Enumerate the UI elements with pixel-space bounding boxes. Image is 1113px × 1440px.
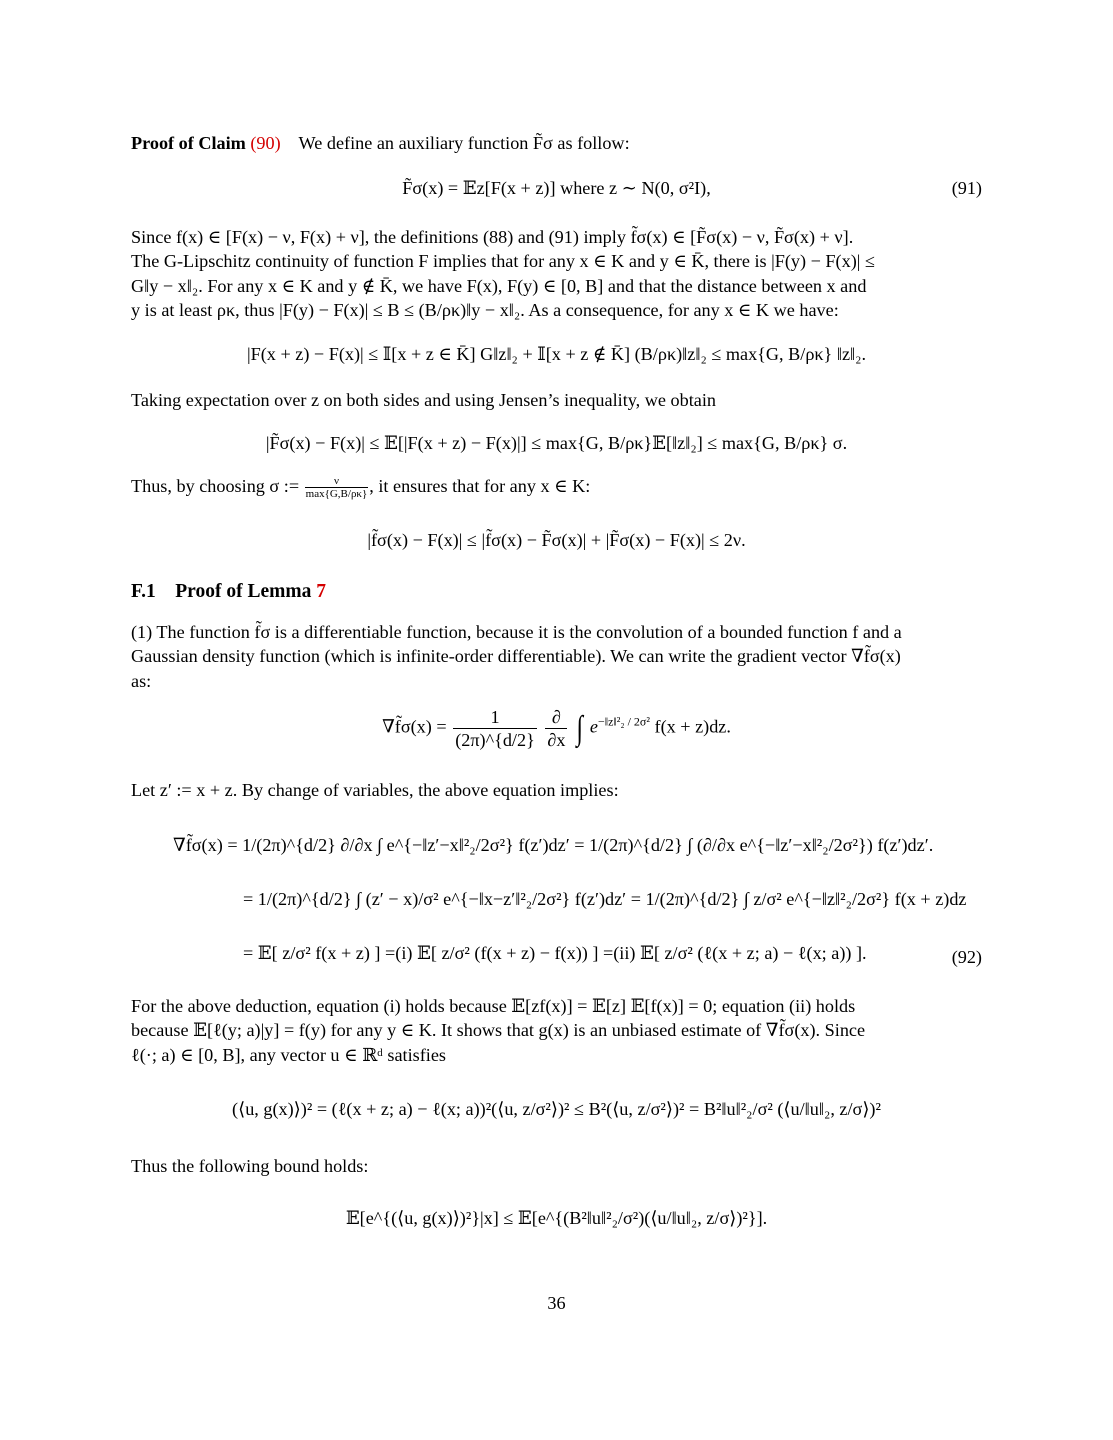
- equation-92: [173, 818, 967, 980]
- paragraph-change-variables: [131, 778, 982, 802]
- fraction-denominator: (2π)^{d/2}: [455, 730, 535, 750]
- equation-91-number: (91): [951, 178, 982, 198]
- equation-92-number: (92): [951, 947, 982, 967]
- claim-heading: Proof of Claim: [131, 133, 246, 153]
- paragraph-line: G‖y − x‖₂. For any x ∈ K and y ∉ K̄, we have F(x), F(y) ∈ [0, B] and that the distance between x and: [131, 275, 867, 296]
- equation-bound-diff-body: |F(x + z) − F(x)| ≤ 𝕀[x + z ∈ K̄] G‖z‖₂ + 𝕀[x + z ∉ K̄] (B/ρκ)‖z‖₂ ≤ max{G, B/ρκ} ‖z‖₂.: [246, 344, 867, 364]
- paragraph-text-pre: Thus, by choosing σ :=: [131, 476, 300, 496]
- equation-gradient: [131, 706, 982, 751]
- gradient-lhs: ∇f̃σ(x) =: [382, 716, 447, 737]
- sigma-fraction-denominator: max{G,B/ρκ}: [305, 488, 368, 501]
- equation-exp-bound-body: 𝔼[e^{(⟨u, g(x)⟩)²}|x] ≤ 𝔼[e^{(B²‖u‖²₂/σ²)(⟨u/‖u‖₂, z/σ⟩)²}].: [345, 1208, 768, 1228]
- sigma-fraction-numerator: ν: [305, 475, 369, 488]
- paragraph-line: Gaussian density function (which is infinite-order differentiable). We can write the gradient vector ∇f̃σ(x): [131, 646, 901, 667]
- equation-91-body: F̃σ(x) = 𝔼z[F(x + z)] where z ∼ N(0, σ²I),: [402, 178, 711, 198]
- paragraph-text: Thus the following bound holds:: [131, 1156, 369, 1176]
- integral-sign: ∫: [576, 709, 583, 747]
- claim-intro: [131, 131, 982, 155]
- paragraph-line: The G-Lipschitz continuity of function F implies that for any x ∈ K and y ∈ K̄, there is |F(y) − F(x)| ≤: [131, 251, 875, 272]
- equation-92-line-1: ∇f̃σ(x) = 1/(2π)^{d/2} ∂/∂x ∫ e^{−‖z′−x‖²₂/2σ²} f(z′)dz′ = 1/(2π)^{d/2} ∫ (∂/∂x e^{−‖z′−x‖²₂/2σ²}) f(z′)dz′.: [173, 834, 934, 855]
- paragraph-line: ℓ(·; a) ∈ [0, B], any vector u ∈ ℝᵈ satisfies: [131, 1044, 446, 1065]
- exponent: −‖z‖²₂ / 2σ²: [597, 714, 650, 729]
- fraction-numerator: 1: [453, 706, 537, 729]
- paragraph-line: Since f(x) ∈ [F(x) − ν, F(x) + ν], the definitions (88) and (91) imply f̃σ(x) ∈ [F̃σ(x) − ν, F̃σ(x) + ν].: [131, 227, 854, 247]
- equation-2nu: [131, 528, 982, 552]
- paragraph-differentiable: [131, 620, 982, 693]
- equation-inner-product-body: (⟨u, g(x)⟩)² = (ℓ(x + z; a) − ℓ(x; a))²(⟨u, z/σ²⟩)² ≤ B²(⟨u, z/σ²⟩)² = B²‖u‖²₂/σ² (⟨u/‖u‖₂, z/σ⟩)²: [232, 1099, 881, 1119]
- paragraph-text: Taking expectation over z on both sides and using Jensen’s inequality, we obtain: [131, 390, 716, 410]
- paragraph-line: as:: [131, 670, 152, 691]
- equation-2nu-body: |f̃σ(x) − F(x)| ≤ |f̃σ(x) − F̃σ(x)| + |F̃σ(x) − F(x)| ≤ 2ν.: [367, 530, 746, 550]
- paragraph-text: Let z′ := x + z. By change of variables, the above equation implies:: [131, 780, 619, 800]
- gradient-fraction-2: [545, 706, 567, 751]
- paragraph-lipschitz: [131, 225, 982, 322]
- equation-exp-bound: [131, 1206, 982, 1230]
- paragraph-line: because 𝔼[ℓ(y; a)|y] = f(y) for any y ∈ K. It shows that g(x) is an unbiased estimate of ∇f̃σ(x). Since: [131, 1020, 866, 1041]
- paragraph-expectation: [131, 388, 982, 412]
- paragraph-line: y is at least ρκ, thus |F(y) − F(x)| ≤ B ≤ (B/ρκ)‖y − x‖₂. As a consequence, for any x ∈ K we have:: [131, 299, 839, 320]
- gradient-tail: f(x + z)dz.: [654, 716, 731, 737]
- equation-91: [131, 176, 982, 200]
- paragraph-bound-holds: [131, 1154, 982, 1178]
- section-heading: [131, 580, 982, 604]
- paragraph-unbiased: [131, 994, 982, 1067]
- claim-ref[interactable]: (90): [250, 133, 281, 153]
- exp-base: e: [589, 716, 598, 737]
- sigma-fraction: [305, 475, 369, 500]
- section-number: F.1: [131, 581, 156, 602]
- paragraph-text-post: , it ensures that for any x ∈ K:: [369, 476, 591, 496]
- fraction-numerator: ∂: [545, 706, 567, 729]
- page-number: 36: [547, 1293, 566, 1313]
- gradient-fraction-1: [453, 706, 537, 751]
- equation-92-line-3: = 𝔼[ z/σ² f(x + z) ] =(i) 𝔼[ z/σ² (f(x + z) − f(x)) ] =(ii) 𝔼[ z/σ² (ℓ(x + z; a) − ℓ(x; a)) ].: [243, 942, 867, 963]
- paragraph-line: (1) The function f̃σ is a differentiable function, because it is the convolution of a bounded function f and a: [131, 622, 902, 642]
- section-ref[interactable]: 7: [316, 581, 326, 602]
- fraction-denominator: ∂x: [547, 730, 566, 750]
- equation-inner-product: [131, 1097, 982, 1121]
- equation-jensen: [131, 431, 982, 455]
- section-title: Proof of Lemma: [175, 581, 312, 602]
- equation-jensen-body: |F̃σ(x) − F(x)| ≤ 𝔼[|F(x + z) − F(x)|] ≤ max{G, B/ρκ}𝔼[‖z‖₂] ≤ max{G, B/ρκ} σ.: [265, 433, 848, 453]
- equation-bound-diff: [131, 342, 982, 366]
- paragraph-line: For the above deduction, equation (i) holds because 𝔼[zf(x)] = 𝔼[z] 𝔼[f(x)] = 0; equation (ii) holds: [131, 996, 856, 1016]
- equation-92-line-2: = 1/(2π)^{d/2} ∫ (z′ − x)/σ² e^{−‖x−z′‖²₂/2σ²} f(z′)dz′ = 1/(2π)^{d/2} ∫ z/σ² e^{−‖z‖²₂/2σ²} f(x + z)dz: [243, 888, 967, 909]
- claim-intro-text: We define an auxiliary function F̃σ as follow:: [298, 133, 630, 153]
- paragraph-choose-sigma: [131, 474, 982, 500]
